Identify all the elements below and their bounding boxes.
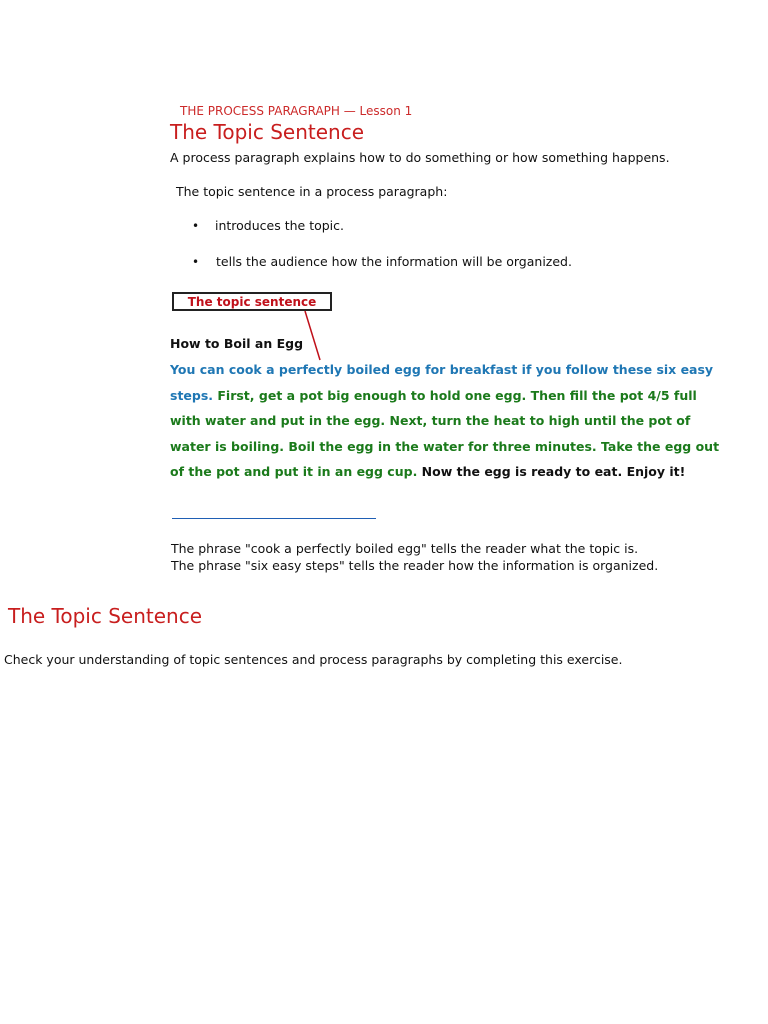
example-steps: First, get a pot big enough to hold one egg. Then fill the pot 4/5 full with water and put in the egg. Next, turn the heat to high until the pot of water is boiling. Boil the egg in the water for three minutes. Take the egg out of the pot and put it in an egg cup. (170, 387, 720, 479)
topic-sentence-callout: The topic sentence (172, 292, 332, 311)
bullet-dot: • (192, 255, 200, 269)
example-title: How to Boil an Egg (170, 336, 304, 351)
lesson-label: THE PROCESS PARAGRAPH — Lesson 1 (180, 104, 413, 118)
exercise-instruction: Check your understanding of topic sentences and process paragraphs by completing this exercise. (4, 652, 623, 667)
intro-text: A process paragraph explains how to do something or how something happens. (170, 150, 670, 165)
example-topic-sentence: You can cook a perfectly boiled egg for breakfast if you follow these six easy steps. (170, 362, 714, 403)
explanation-topic: The phrase "cook a perfectly boiled egg" tells the reader what the topic is. (171, 541, 639, 556)
explanation-organization: The phrase "six easy steps" tells the reader how the information is organized. (171, 558, 659, 573)
section2-title: The Topic Sentence (8, 604, 203, 628)
divider-line (172, 518, 376, 519)
bullet-item: tells the audience how the information will be organized. (216, 254, 572, 269)
bullet-dot: • (192, 219, 200, 233)
example-paragraph (170, 357, 730, 485)
bullet-item: introduces the topic. (215, 218, 345, 233)
example-conclusion: Now the egg is ready to eat. Enjoy it! (417, 464, 686, 479)
page-title: The Topic Sentence (170, 120, 365, 144)
topic-intro-text: The topic sentence in a process paragraph: (176, 184, 448, 199)
